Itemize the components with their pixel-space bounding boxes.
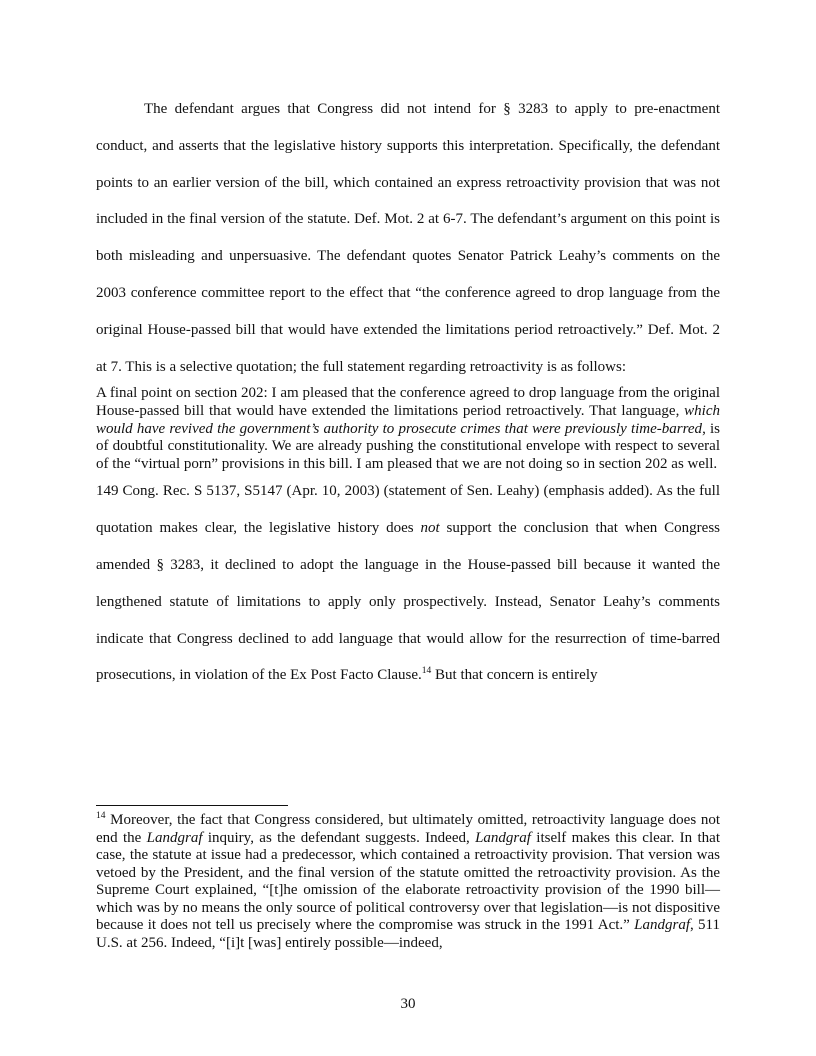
footnote-divider bbox=[96, 805, 288, 806]
emphasis-not: not bbox=[420, 520, 440, 537]
case-name-landgraf: Landgraf bbox=[475, 829, 531, 846]
footnote-text-2: inquiry, as the defendant suggests. Indeed, bbox=[202, 829, 476, 846]
footnote-14 bbox=[96, 812, 720, 952]
footnote-reference[interactable]: 14 bbox=[421, 666, 432, 677]
analysis-text-continued: But that concern is entirely bbox=[431, 667, 598, 684]
case-name-landgraf: Landgraf bbox=[634, 917, 690, 933]
citation-text: 149 Cong. Rec. S 5137, S5147 (Apr. 10, 2003) (statement of Sen. Leahy) (emphasis added). As the full quotation makes clear, the legislative history does bbox=[96, 483, 720, 537]
quote-emphasis: which would have revived the government’s authority to prosecute crimes that were previously time-barred bbox=[96, 402, 720, 437]
footnote-text-3: itself makes this clear. In that case, the statute at issue had a predecessor, which contained a retroactivity provision. That version was vetoed by the President, and the final version of the statute omitted the retroactivity provision. As the Supreme Court explained, “[t]he omission of the elaborate retroactivity provision of the 1990 bill—which was by no means the only source of political controversy over that legislation—is not dispositive because it does not tell us precisely where the compromise was struck in the 1991 Act.” bbox=[96, 829, 721, 933]
body-text bbox=[96, 91, 720, 694]
block-quote-leahy bbox=[96, 385, 720, 473]
page-number: 30 bbox=[400, 996, 416, 1012]
paragraph-defendant-argument: The defendant argues that Congress did not intend for § 3283 to apply to pre-enactment conduct, and asserts that the legislative history supports this interpretation. Specifically, the defendant points to an earlier version of the bill, which contained an express retroactivity provision that was not included in the final version of the statute. Def. Mot. 2 at 6-7. The defendant’s argument on this point is both misleading and unpersuasive. The defendant quotes Senator Patrick Leahy’s comments on the 2003 conference committee report to the effect that “the conference agreed to drop language from the original House-passed bill that would have extended the limitations period retroactively.” Def. Mot. 2 at 7. This is a selective quotation; the full statement regarding retroactivity is as follows: bbox=[96, 101, 720, 375]
analysis-text: support the conclusion that when Congress amended § 3283, it declined to adopt the language in the House-passed bill because it wanted the lengthened statute of limitations to apply only prospectively. Instead, Senator Leahy’s comments indicate that Congress declined to add language that would allow for the resurrection of time-barred prosecutions, in violation of the Ex Post Facto Clause. bbox=[96, 520, 720, 684]
quote-text-after: , is of doubtful constitutionality. We are already pushing the constitutional envelope with respect to several of the “virtual porn” provisions in this bill. I am pleased that we are not doing so in section 202 as well. bbox=[96, 420, 720, 472]
footnote-text-1: Moreover, the fact that Congress considered, but ultimately omitted, retroactivity language does not end the bbox=[96, 812, 720, 846]
footnote-number: 14 bbox=[96, 811, 106, 821]
paragraph-citation-analysis bbox=[96, 473, 720, 694]
case-name-landgraf: Landgraf bbox=[146, 829, 203, 846]
quote-text-before: A final point on section 202: I am pleased that the conference agreed to drop language from the original House-passed bill that would have extended the limitations period retroactively. That language, bbox=[96, 385, 720, 419]
footnote-text-4: , 511 U.S. at 256. Indeed, “[i]t [was] entirely possible—indeed, bbox=[96, 917, 720, 951]
